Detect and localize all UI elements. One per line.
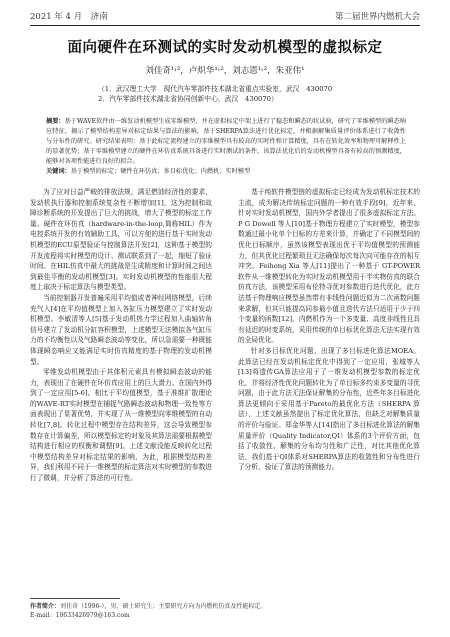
abstract bbox=[46, 117, 406, 177]
keywords-text: 基于模型的标定；硬件在环仿真；多目标优化；内燃机；实时模型 bbox=[70, 168, 251, 175]
header-date-location: 2021 年 4 月 济南 bbox=[30, 12, 108, 22]
paragraph: 当前控制器开发普遍采用平均值或者神经网络模型，后续充气入[4]在平均值模型上加入各缸压力模型建立了实时发动机模型。李敏清等人[5]基于发动机热力学过程加入曲轴转角信号建立了发动机分缸容积模型，上述模型无法模拟各气缸压力的不均衡性以及气路瞬态波动等变化，所以急需要一种既能体现瞬态响应又能满足实时仿真精度的基于物理的发动机模型。 bbox=[30, 293, 212, 366]
paragraph: 零维发动机模型由于其体积元素具有模拟瞬态波动的能力，表现出了在硬件在环仿真应用上的巨大潜力。在国内外得到了一定应用[5-6]。相比于平均值模型，基于准维扩散理论的WAVE-RT实时模型在捕捉气路瞬态波动和物理一致性等方面表现出了显著优势，并实现了从一维模型向零维模型的自动转化[7,8]。转化过程中模型存在结构差异，这会导致模型参数存在计算偏差，所以模型标定的对象及其算法需要根据模型结构进行相应的权衡和调整[9]。上述文献没能反映转化过程中模型结构差异对标定结果的影响，为此，根据模型结构差异，我们利用不同于一维模型的标定算法对实时模型的参数进行了微调，并分析了算法的可行性。 bbox=[30, 368, 212, 483]
author-list: 刘佳奇¹˒²，卢炽华¹˒²，刘志恩¹˒²，朱亚伟¹ bbox=[145, 66, 305, 76]
affiliation-1: （1．武汉理工大学 现代汽车零部件技术湖北省重点实验室，武汉 430070 bbox=[98, 85, 333, 93]
keywords-label: 关键词： bbox=[46, 168, 71, 175]
paragraph: 为了应对日益严峻的排放法规，满足燃油经济性的要求，发动机执行器和控制系统复杂性不断增加[1]，这为控制和故障诊断系统的开发提出了巨大的挑战，增大了模型的标定工作量。硬件在环仿真（hardware-in-the-loop,简称HIL）作为电控系统开发的有效辅助工具，可以方便的进行基于实时发动机模型的ECU原型验证与控制算法开发[2]，这种基于模型的开发流程将实时模型的设计、测试联系到了一起，缩短了验证时间。在HIL仿真中最大的挑战是生成精度和计算时间之间达到最佳平衡的发动机模型[3]。实时发动机模型的性能很大程度上取决于标定算法与模型类型。 bbox=[30, 188, 212, 292]
paper-title: 面向硬件在环测试的实时发动机模型的虚拟标定 bbox=[67, 40, 383, 56]
author-bio bbox=[30, 602, 266, 611]
header-conference: 第二届世界内燃机大会 bbox=[334, 12, 420, 22]
affiliation-2: 2．汽车零部件技术湖北省协同创新中心，武汉 430070） bbox=[98, 95, 278, 103]
keywords bbox=[46, 167, 406, 177]
footnote-label: 作者简介： bbox=[30, 603, 61, 610]
paragraph: 针对多目标优化问题，出现了多目标进化算法MOEA。此算法已经在发动机标定优化中得到了一定应用，张城等人[13]将遗传GA算法应用于了一维发动机模型参数的标定优化，并将经济性优化问题转化为了单目标多约束多变量的寻优问题，由于此方法无法保证解集的分布性，近些年多目标进化算法更倾向于采用基于Pareto的最优化方法（SHERPA 算法），上述文献虽然提出了标定优化算法，但缺乏对解集质量的评价与验证。郑金华等人[14]指出了多目标进化算法的解集质量评价（Quality Indicator,QI）体系的3个评价方面，包括了收敛性、解集的分布均匀性和广泛性，对比其他优化算法，我们基于QI体系对SHERPA算法的收敛性和分布性进行了分析，验证了算法的预测能力。 bbox=[238, 346, 420, 472]
abstract-label: 摘要： bbox=[46, 118, 65, 125]
footnote-rule bbox=[30, 598, 120, 599]
footnote-text: 刘佳奇（1996-），男，硕士研究生；主要研究方向为内燃机仿真及性能标定。 bbox=[60, 603, 267, 610]
running-header bbox=[30, 10, 420, 24]
abstract-body bbox=[46, 117, 406, 167]
author-email: E-mail：18633426979@163.com bbox=[30, 612, 130, 619]
affiliations bbox=[98, 84, 332, 104]
right-column bbox=[238, 187, 420, 473]
left-column bbox=[30, 187, 212, 484]
paragraph: 基于纯软件模型链的虚拟标定已经成为发动机标定技术的主流，成为解决传统标定问题的一种有效手段[9]，近年来，针对实时发动机模型，国内外学者提出了很多虚拟标定方法。P G Dowell 等人[10]基于物理方程建立了实时模型，模型参数通过最小化单个目标的方差来计算，并确定了不同模型间的优化目标顺序，虽然该模型表现出优于平均值模型的预测能力，但其优化过程繁琐且无法确保每次每次向可能存在的相互冲突。Feihong Xia 等人[11]提出了一种基于 GT-POWER 软件从一维模型转化为实时发动机模型用于半实物仿真的联合仿真方法，该模型采用布伦特寻优对参数进行迭代优化，此方法基于物理响应模型虽然带有非线性问题近似为二次函数问题来求解，但其只能提高同参最小值且迭代方法只适用于少于四个变量的函数[12]，内燃机作为一个多变量、高度非线性且具有延迟的时变系统，采用传统的单目标优化算法无法实现有效的全局优化。 bbox=[238, 188, 420, 345]
footnote bbox=[30, 602, 266, 620]
header-rule bbox=[30, 25, 420, 26]
abstract-text: 基于WAVE软件由一维发动机模型生成零维模型，并在虚拟标定中架上进行了稳态和瞬态的状试验，研究了零维模型的瞬态响应特征，揭示了模型结构差异对标定结果与算法的影响，基于SHERPA算法进行优化标定，并根据解集质量评价体系进行了收敛性与分布性的研究。研究结果表明：基于此标定流程建立的零维模型具有较高的实时性和计算精度，具有在转化效率和物理可解释性上的显著优势；基于零维模型建立的硬件在环仿真系统具备进行实时测试的条件，该算法优化后的发动机模型具备有较高的预测精度，能够对各项性能进行良好的拟合。 bbox=[46, 118, 406, 165]
